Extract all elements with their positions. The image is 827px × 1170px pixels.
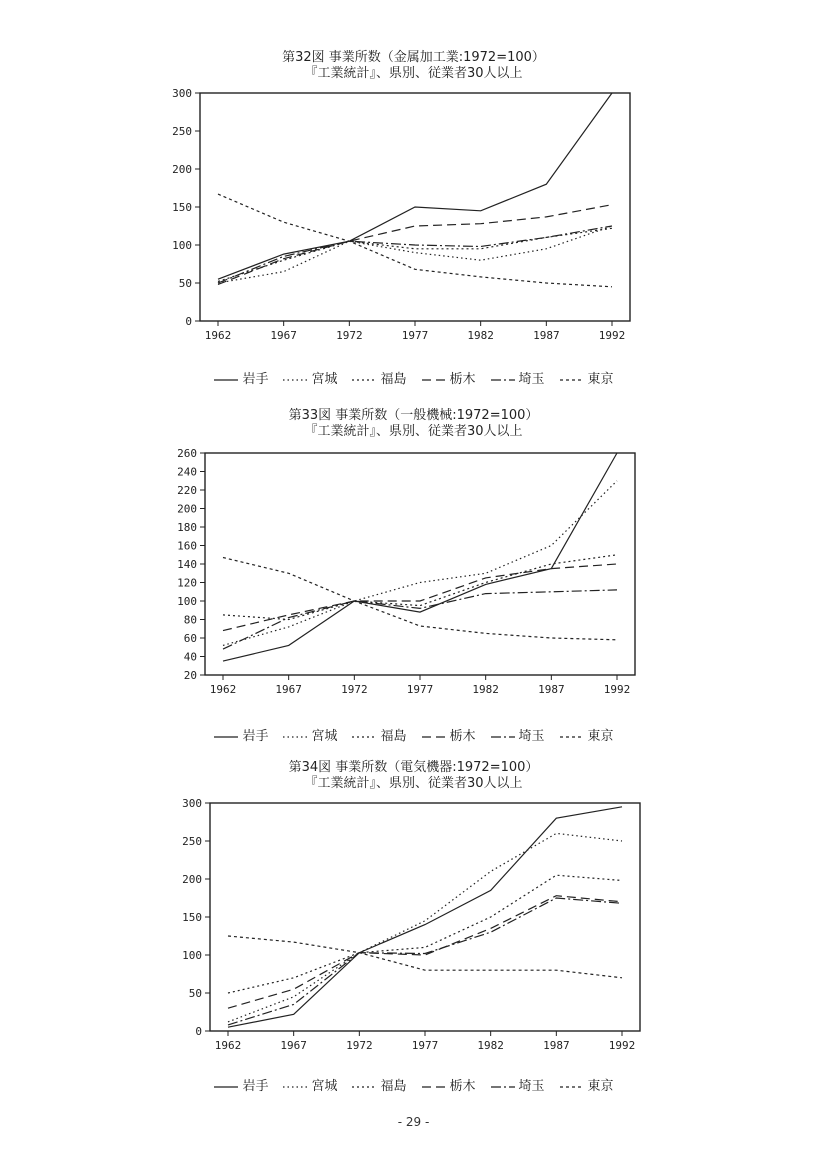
x-tick-label: 1987: [543, 1039, 570, 1052]
y-tick-label: 140: [177, 558, 197, 571]
chart-34-plot: [0, 795, 827, 1060]
legend-item: [421, 1075, 476, 1094]
legend-swatch: [213, 1083, 239, 1091]
series-line-埼玉: [218, 226, 612, 283]
y-tick-label: 50: [188, 987, 202, 1000]
legend-item: [559, 725, 614, 744]
y-tick-label: 60: [183, 632, 197, 645]
x-tick-label: 1992: [598, 329, 626, 342]
legend-swatch: [559, 733, 585, 741]
x-tick-label: 1982: [477, 1039, 504, 1052]
legend-item: [490, 725, 545, 744]
legend-label: 埼玉: [518, 729, 545, 744]
legend-label: 東京: [587, 372, 614, 387]
legend-swatch: [490, 733, 516, 741]
chart-subtitle: 『工業統計』、県別、従業者30人以上: [304, 66, 523, 81]
series-line-宮城: [223, 481, 617, 646]
y-tick-label: 40: [183, 650, 197, 664]
legend-swatch: [490, 1083, 516, 1091]
y-tick-label: 150: [182, 911, 202, 924]
chart-title-line1: 第34図 事業所数（電気機器:1972=100）: [288, 760, 539, 775]
x-tick-label: 1987: [538, 683, 565, 696]
series-line-栃木: [228, 896, 622, 1009]
chart-32-plot: [0, 85, 827, 350]
legend-item: [559, 1075, 614, 1094]
plot-frame: [205, 453, 635, 675]
legend-swatch: [351, 376, 377, 384]
legend-label: 東京: [587, 1079, 614, 1094]
legend-item: [213, 725, 268, 744]
x-tick-label: 1977: [406, 683, 434, 696]
x-tick-label: 1987: [533, 329, 560, 342]
series-line-岩手: [228, 807, 622, 1027]
legend-swatch: [213, 376, 239, 384]
x-tick-label: 1967: [280, 1039, 307, 1052]
chart-33-title: [0, 408, 827, 440]
series-line-岩手: [223, 453, 617, 661]
legend-item: [351, 725, 406, 744]
series-line-東京: [223, 558, 617, 640]
series-line-宮城: [218, 226, 612, 283]
legend-item: [490, 1075, 545, 1094]
legend-label: 岩手: [242, 1079, 269, 1094]
y-tick-label: 20: [183, 669, 197, 682]
y-tick-label: 300: [182, 797, 202, 810]
legend-item: [559, 368, 614, 387]
y-tick-label: 180: [177, 521, 197, 534]
legend-label: 埼玉: [518, 1079, 545, 1094]
x-tick-label: 1972: [346, 1039, 373, 1052]
legend-swatch: [490, 376, 516, 384]
series-line-岩手: [218, 93, 612, 279]
page-number: - 29 -: [397, 1115, 430, 1129]
chart-34-title: [0, 760, 827, 792]
x-tick-label: 1992: [603, 683, 631, 696]
chart-32-legend: [0, 368, 827, 387]
chart-32-title: [0, 50, 827, 82]
y-tick-label: 300: [172, 87, 192, 100]
legend-swatch: [351, 733, 377, 741]
x-tick-label: 1967: [275, 683, 302, 696]
x-tick-label: 1982: [467, 329, 494, 342]
legend-swatch: [421, 733, 447, 741]
x-tick-label: 1972: [341, 683, 368, 696]
y-tick-label: 200: [182, 873, 202, 886]
series-line-福島: [223, 555, 617, 620]
legend-item: [213, 368, 268, 387]
x-tick-label: 1962: [204, 329, 232, 342]
y-tick-label: 160: [177, 539, 197, 553]
series-line-埼玉: [228, 898, 622, 1025]
legend-item: [351, 1075, 406, 1094]
y-tick-label: 200: [177, 502, 197, 516]
legend-item: [282, 725, 337, 744]
chart-33-legend: [0, 725, 827, 744]
x-tick-label: 1962: [214, 1039, 242, 1052]
chart-34-legend: [0, 1075, 827, 1094]
y-tick-label: 50: [178, 277, 192, 290]
legend-label: 岩手: [242, 372, 269, 387]
legend-item: [351, 368, 406, 387]
legend-swatch: [351, 1083, 377, 1091]
legend-item: [213, 1075, 268, 1094]
series-line-栃木: [223, 564, 617, 631]
legend-label: 埼玉: [518, 372, 545, 387]
legend-item: [421, 368, 476, 387]
y-tick-label: 260: [177, 447, 197, 460]
legend-swatch: [282, 376, 308, 384]
legend-swatch: [282, 733, 308, 741]
x-tick-label: 1972: [336, 329, 363, 342]
legend-swatch: [559, 1083, 585, 1091]
legend-swatch: [213, 733, 239, 741]
plot-frame: [210, 803, 640, 1031]
y-tick-label: 250: [182, 835, 202, 848]
legend-label: 福島: [380, 1079, 407, 1094]
y-tick-label: 80: [183, 613, 197, 627]
legend-item: [282, 368, 337, 387]
x-tick-label: 1982: [472, 683, 499, 696]
series-line-宮城: [228, 833, 622, 1022]
legend-label: 栃木: [449, 1079, 476, 1094]
legend-label: 宮城: [311, 372, 338, 387]
legend-label: 栃木: [449, 372, 476, 387]
x-tick-label: 1962: [209, 683, 237, 696]
y-tick-label: 120: [177, 576, 197, 590]
series-line-東京: [228, 936, 622, 978]
x-tick-label: 1977: [411, 1039, 439, 1052]
legend-label: 福島: [380, 372, 407, 387]
chart-subtitle: 『工業統計』、県別、従業者30人以上: [304, 776, 523, 791]
y-tick-label: 250: [172, 125, 192, 138]
series-line-埼玉: [223, 590, 617, 649]
y-tick-label: 0: [195, 1025, 202, 1038]
x-tick-label: 1977: [401, 329, 429, 342]
legend-swatch: [421, 1083, 447, 1091]
y-tick-label: 100: [177, 595, 197, 608]
legend-label: 東京: [587, 729, 614, 744]
chart-subtitle: 『工業統計』、県別、従業者30人以上: [304, 424, 523, 439]
y-tick-label: 150: [172, 201, 192, 214]
series-line-福島: [228, 875, 622, 993]
legend-item: [490, 368, 545, 387]
legend-label: 岩手: [242, 729, 269, 744]
legend-swatch: [559, 376, 585, 384]
legend-item: [282, 1075, 337, 1094]
x-tick-label: 1967: [270, 329, 297, 342]
y-tick-label: 0: [185, 315, 192, 328]
legend-item: [421, 725, 476, 744]
y-tick-label: 220: [177, 484, 197, 497]
legend-swatch: [282, 1083, 308, 1091]
chart-title-line1: 第33図 事業所数（一般機械:1972=100）: [288, 408, 539, 423]
y-tick-label: 240: [177, 465, 197, 479]
x-tick-label: 1992: [608, 1039, 636, 1052]
chart-title-line1: 第32図 事業所数（金属加工業:1972=100）: [282, 50, 545, 65]
legend-swatch: [421, 376, 447, 384]
legend-label: 宮城: [311, 1079, 338, 1094]
legend-label: 栃木: [449, 729, 476, 744]
legend-label: 福島: [380, 729, 407, 744]
y-tick-label: 200: [172, 163, 192, 176]
legend-label: 宮城: [311, 729, 338, 744]
chart-33-plot: [0, 445, 827, 705]
y-tick-label: 100: [172, 239, 192, 252]
y-tick-label: 100: [182, 949, 202, 962]
